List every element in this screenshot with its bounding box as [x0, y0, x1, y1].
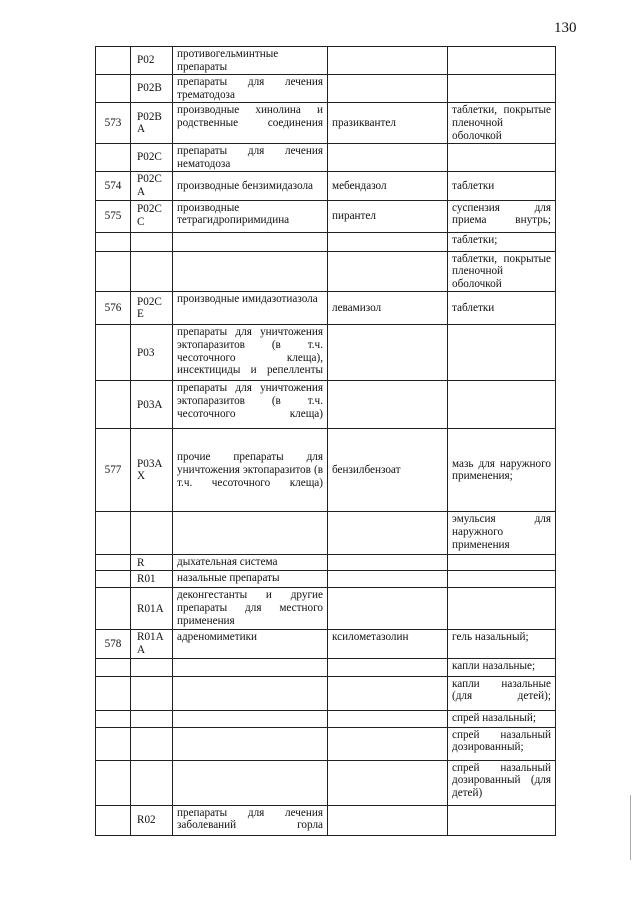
inn-name: пирантел — [328, 200, 448, 232]
atc-code — [131, 512, 173, 555]
group-name — [173, 710, 328, 727]
atc-code: P02C Е — [131, 292, 173, 325]
row-number — [96, 588, 131, 630]
group-name: адреномиметики — [173, 630, 328, 658]
group-name: производные тетрагидропиримидина — [173, 200, 328, 232]
dosage-form: капли назальные (для детей); — [448, 676, 556, 710]
table-row — [96, 571, 556, 588]
group-name — [173, 512, 328, 555]
atc-code: P03 — [131, 325, 173, 381]
group-name — [173, 760, 328, 805]
row-number: 578 — [96, 630, 131, 658]
dosage-form — [448, 75, 556, 103]
row-number — [96, 144, 131, 172]
atc-code: P02 — [131, 47, 173, 75]
row-number — [96, 658, 131, 676]
table-row — [96, 588, 556, 630]
dosage-form — [448, 555, 556, 571]
inn-name — [328, 75, 448, 103]
inn-name: празиквантел — [328, 103, 448, 144]
row-number — [96, 805, 131, 835]
group-name: дыхательная система — [173, 555, 328, 571]
dosage-form — [448, 325, 556, 381]
group-name — [173, 232, 328, 251]
inn-name: мебендазол — [328, 172, 448, 200]
table-row — [96, 727, 556, 760]
row-number: 577 — [96, 429, 131, 512]
row-number: 576 — [96, 292, 131, 325]
table-row — [96, 75, 556, 103]
dosage-form — [448, 381, 556, 429]
atc-code: R01A А — [131, 630, 173, 658]
table-row — [96, 292, 556, 325]
inn-name — [328, 47, 448, 75]
row-number — [96, 47, 131, 75]
dosage-form — [448, 805, 556, 835]
dosage-form: капли назальные; — [448, 658, 556, 676]
row-number: 575 — [96, 200, 131, 232]
dosage-form: таблетки — [448, 172, 556, 200]
table-row — [96, 760, 556, 805]
inn-name — [328, 658, 448, 676]
row-number: 573 — [96, 103, 131, 144]
row-number — [96, 571, 131, 588]
table-row — [96, 47, 556, 75]
table-row — [96, 381, 556, 429]
inn-name — [328, 325, 448, 381]
row-number — [96, 676, 131, 710]
atc-code — [131, 658, 173, 676]
inn-name — [328, 381, 448, 429]
table-row — [96, 658, 556, 676]
inn-name — [328, 710, 448, 727]
table-row — [96, 325, 556, 381]
group-name: назальные препараты — [173, 571, 328, 588]
inn-name — [328, 805, 448, 835]
medicines-table — [95, 46, 556, 836]
group-name — [173, 727, 328, 760]
atc-code: P02B — [131, 75, 173, 103]
inn-name — [328, 571, 448, 588]
dosage-form: спрей назальный дозированный (для детей) — [448, 760, 556, 805]
row-number — [96, 251, 131, 292]
inn-name — [328, 727, 448, 760]
inn-name — [328, 676, 448, 710]
inn-name — [328, 512, 448, 555]
table-row — [96, 144, 556, 172]
table-row — [96, 630, 556, 658]
dosage-form: таблетки, покрытые пленочной оболочкой — [448, 103, 556, 144]
group-name — [173, 251, 328, 292]
group-name: препараты для лечения трематодоза — [173, 75, 328, 103]
atc-code: P02C С — [131, 200, 173, 232]
group-name: производные имидазотиазола — [173, 292, 328, 325]
group-name: препараты для уничтожения эктопаразитов (в т.ч. чесоточного клеща), инсектициды и репелленты — [173, 325, 328, 381]
group-name — [173, 658, 328, 676]
atc-code: P03A — [131, 381, 173, 429]
dosage-form: мазь для наружного применения; — [448, 429, 556, 512]
atc-code — [131, 727, 173, 760]
row-number — [96, 75, 131, 103]
inn-name — [328, 588, 448, 630]
table-row — [96, 805, 556, 835]
atc-code — [131, 760, 173, 805]
inn-name — [328, 555, 448, 571]
table-row — [96, 200, 556, 232]
table-row — [96, 103, 556, 144]
row-number — [96, 325, 131, 381]
atc-code — [131, 676, 173, 710]
atc-code: P02C — [131, 144, 173, 172]
inn-name — [328, 251, 448, 292]
group-name: производные бензимидазола — [173, 172, 328, 200]
row-number — [96, 710, 131, 727]
dosage-form: таблетки; — [448, 232, 556, 251]
dosage-form: таблетки — [448, 292, 556, 325]
inn-name — [328, 760, 448, 805]
group-name: противогельминтные препараты — [173, 47, 328, 75]
dosage-form: спрей назальный; — [448, 710, 556, 727]
row-number — [96, 381, 131, 429]
group-name: производные хинолина и родственные соединения — [173, 103, 328, 144]
group-name: препараты для уничтожения эктопаразитов (в т.ч. чесоточного клеща) — [173, 381, 328, 429]
group-name: препараты для лечения нематодоза — [173, 144, 328, 172]
row-number — [96, 760, 131, 805]
dosage-form — [448, 571, 556, 588]
dosage-form — [448, 47, 556, 75]
dosage-form: спрей назальный дозированный; — [448, 727, 556, 760]
page-number: 130 — [554, 20, 577, 36]
row-number: 574 — [96, 172, 131, 200]
atc-code — [131, 710, 173, 727]
dosage-form: эмульсия для наружного применения — [448, 512, 556, 555]
atc-code: P02B А — [131, 103, 173, 144]
group-name: препараты для лечения заболеваний горла — [173, 805, 328, 835]
row-number — [96, 727, 131, 760]
group-name — [173, 676, 328, 710]
dosage-form — [448, 144, 556, 172]
scan-artifact — [630, 795, 631, 860]
atc-code: R02 — [131, 805, 173, 835]
table-row — [96, 429, 556, 512]
atc-code: R01 — [131, 571, 173, 588]
inn-name: бензилбензоат — [328, 429, 448, 512]
inn-name — [328, 232, 448, 251]
table-row — [96, 512, 556, 555]
row-number — [96, 512, 131, 555]
table-row — [96, 232, 556, 251]
dosage-form — [448, 588, 556, 630]
inn-name: левамизол — [328, 292, 448, 325]
atc-code — [131, 232, 173, 251]
atc-code: P02C А — [131, 172, 173, 200]
dosage-form: таблетки, покрытые пленочной оболочкой — [448, 251, 556, 292]
inn-name: ксилометазолин — [328, 630, 448, 658]
inn-name — [328, 144, 448, 172]
atc-code — [131, 251, 173, 292]
group-name: деконгестанты и другие препараты для местного применения — [173, 588, 328, 630]
dosage-form: гель назальный; — [448, 630, 556, 658]
row-number — [96, 232, 131, 251]
table-row — [96, 251, 556, 292]
atc-code: R01A — [131, 588, 173, 630]
row-number — [96, 555, 131, 571]
table-row — [96, 710, 556, 727]
table-row — [96, 172, 556, 200]
atc-code: R — [131, 555, 173, 571]
table-row — [96, 555, 556, 571]
atc-code: P03A Х — [131, 429, 173, 512]
dosage-form: суспензия для приема внутрь; — [448, 200, 556, 232]
group-name: прочие препараты для уничтожения эктопаразитов (в т.ч. чесоточного клеща) — [173, 429, 328, 512]
table-row — [96, 676, 556, 710]
